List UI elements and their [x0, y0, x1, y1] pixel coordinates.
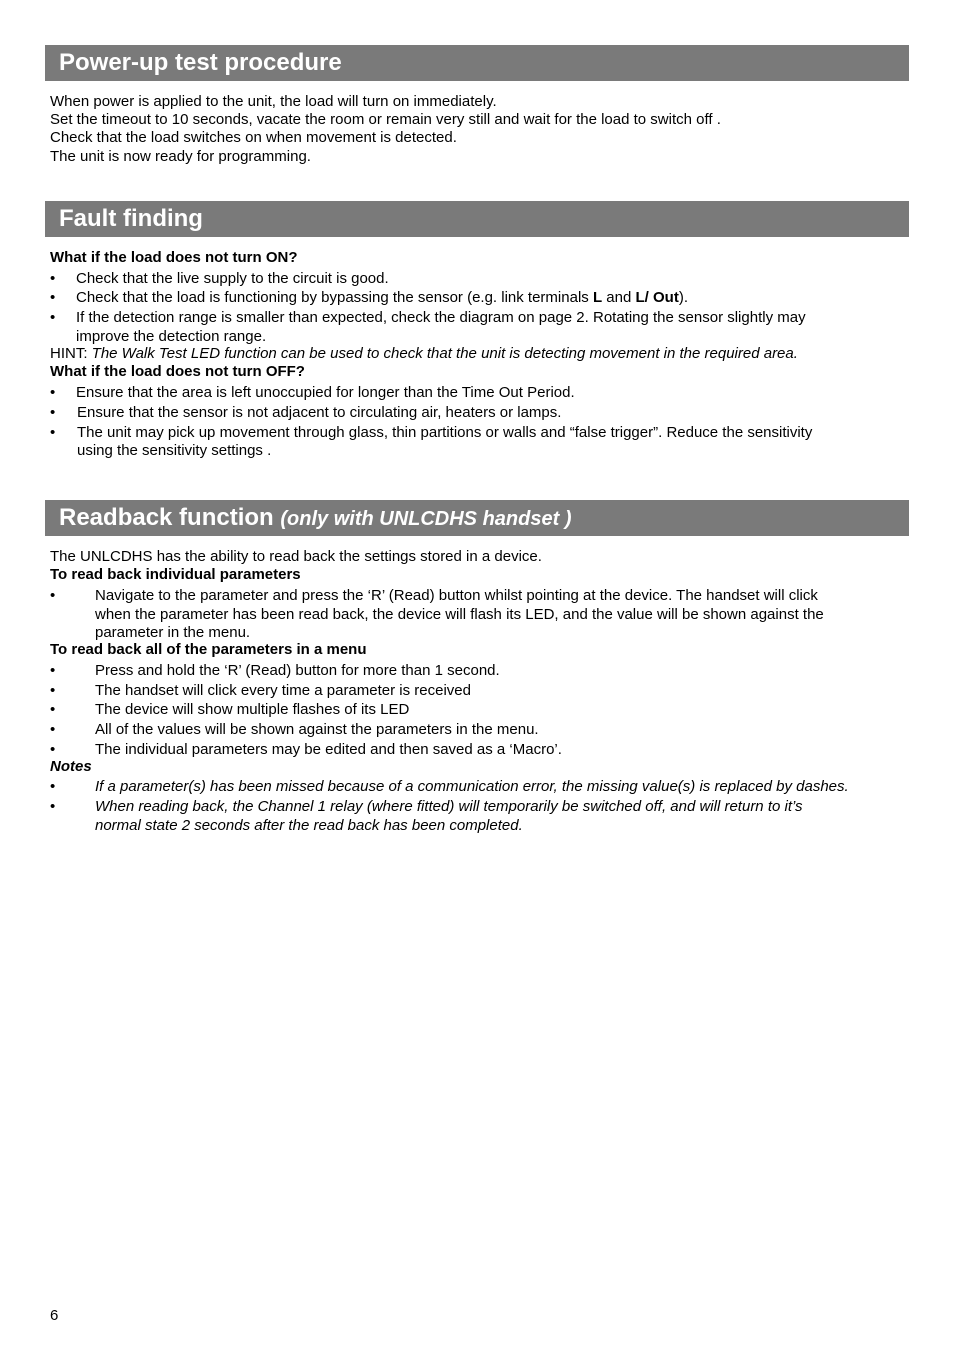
- power-up-title: Power-up test procedure: [59, 49, 342, 76]
- heading-individual: To read back individual parameters: [50, 566, 301, 583]
- bullet: •: [50, 798, 56, 815]
- bullet: •: [50, 404, 56, 421]
- bullet: •: [50, 682, 56, 699]
- notes-label: Notes: [50, 758, 92, 775]
- page-number: 6: [50, 1307, 59, 1324]
- hint-label: HINT:: [50, 345, 92, 362]
- hint-text: The Walk Test LED function can be used to check that the unit is detecting movement in the required area.: [91, 345, 798, 362]
- heading-all: To read back all of the parameters in a menu: [50, 641, 367, 658]
- readback-intro: The UNLCDHS has the ability to read back the settings stored in a device.: [50, 548, 542, 565]
- bullet: •: [50, 424, 56, 441]
- power-up-line-3: Check that the load switches on when movement is detected.: [50, 129, 457, 146]
- power-up-line-1: When power is applied to the unit, the load will turn on immediately.: [50, 93, 497, 110]
- bullet: •: [50, 270, 56, 287]
- bullet: •: [50, 289, 56, 306]
- power-up-line-4: The unit is now ready for programming.: [50, 148, 311, 165]
- readback-title-sub: (only with UNLCDHS handset ): [280, 508, 572, 530]
- bullet: •: [50, 778, 56, 795]
- readback-heading: [45, 500, 909, 536]
- fault-finding-heading: [45, 201, 909, 237]
- fault-finding-title: Fault finding: [59, 205, 203, 232]
- bullet: •: [50, 587, 56, 604]
- question-not-off: What if the load does not turn OFF?: [50, 363, 305, 380]
- power-up-heading: [45, 45, 909, 81]
- bullet: •: [50, 662, 56, 679]
- question-not-on: What if the load does not turn ON?: [50, 249, 298, 266]
- bullet: •: [50, 721, 56, 738]
- bullet: •: [50, 701, 56, 718]
- hint-line: [50, 345, 798, 363]
- bullet: •: [50, 309, 56, 326]
- bullet: •: [50, 384, 56, 401]
- bullet: •: [50, 741, 56, 758]
- document-page: Power-up test procedure When power is applied to the unit, the load will turn on immediately. Set the timeout to 10 seconds, vacate the room or remain very still and wait for the load to switch off . Check that the load switches on when movement is detected. The unit is now ready for programming. Fault finding What if the load does not turn ON? • Check that the live supply to the circuit is good. • Check that the load is functioning by bypassing the sensor (e.g. link terminals L and L/ Out). • If the detection range is smaller than expected, check the diagram on page 2. Rotating the sensor slightly may improve the detection range. HINT: The Walk Test LED function can be used to check that the unit is detecting movement in the required area. What if the load does not turn OFF? • Ensure that the area is left unoccupied for longer than the Time Out Period. • Ensure that the sensor is not adjacent to circulating air, heaters or lamps. • The unit may pick up movement through glass, thin partitions or walls and “false trigger”. Reduce the sensitivity using the sensitivity settings . Readback function (only with UNLCDHS handset ) The UNLCDHS has the ability to read back the settings stored in a device. To read back individual parameters • Navigate to the parameter and press the ‘R’ (Read) button whilst pointing at the device. The handset will click when the parameter has been read back, the device will flash its LED, and the value will be shown against the parameter in the menu. To read back all of the parameters in a menu • Press and hold the ‘R’ (Read) button for more than 1 second. • The handset will click every time a parameter is received • The device will show multiple flashes of its LED • All of the values will be shown against the parameters in the menu. • The individual parameters may be edited and then saved as a ‘Macro’. Notes • If a parameter(s) has been missed because of a communication error, the missing value(s) is replaced by dashes. • When reading back, the Channel 1 relay (where fitted) will temporarily be switched off, and will return to it’s normal state 2 seconds after the read back has been completed. 6: [0, 0, 954, 1350]
- power-up-line-2: Set the timeout to 10 seconds, vacate the room or remain very still and wait for the load to switch off .: [50, 111, 721, 128]
- readback-title: Readback function: [59, 504, 281, 531]
